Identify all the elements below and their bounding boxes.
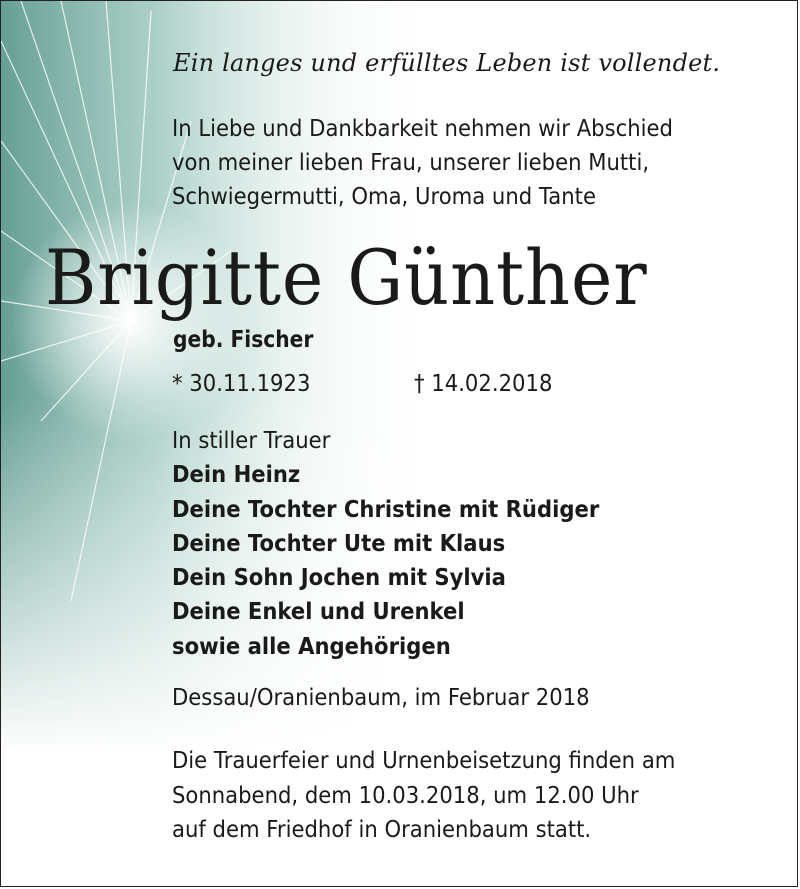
mourner: Dein Sohn Jochen mit Sylvia: [172, 563, 506, 592]
deceased-name: Brigitte Günther: [45, 233, 648, 322]
funeral-line: Die Trauerfeier und Urnenbeisetzung finden am: [172, 746, 676, 774]
place-and-date: Dessau/Oranienbaum, im Februar 2018: [172, 683, 590, 711]
intro-line: In Liebe und Dankbarkeit nehmen wir Abschied: [172, 114, 673, 142]
mourners-list: [172, 423, 599, 663]
mourner: sowie alle Angehörigen: [172, 631, 451, 660]
mourner: Deine Enkel und Urenkel: [172, 597, 465, 626]
funeral-line: auf dem Friedhof in Oranienbaum statt.: [172, 815, 592, 843]
intro-text: [172, 111, 673, 213]
mourning-heading: In stiller Trauer: [172, 426, 331, 454]
intro-line: von meiner lieben Frau, unserer lieben Mutti,: [172, 148, 650, 176]
motto: Ein langes und erfülltes Leben ist vollendet.: [173, 49, 721, 77]
intro-line: Schwiegermutti, Oma, Uroma und Tante: [172, 182, 596, 210]
mourner: Deine Tochter Ute mit Klaus: [172, 528, 506, 557]
funeral-line: Sonnabend, dem 10.03.2018, um 12.00 Uhr: [172, 780, 639, 809]
mourner: Dein Heinz: [172, 460, 301, 489]
birth-date: * 30.11.1923: [172, 369, 311, 397]
funeral-info: [172, 743, 675, 847]
mourner: Deine Tochter Christine mit Rüdiger: [172, 494, 600, 523]
death-date: † 14.02.2018: [414, 369, 553, 397]
birth-name: geb. Fischer: [173, 327, 314, 353]
